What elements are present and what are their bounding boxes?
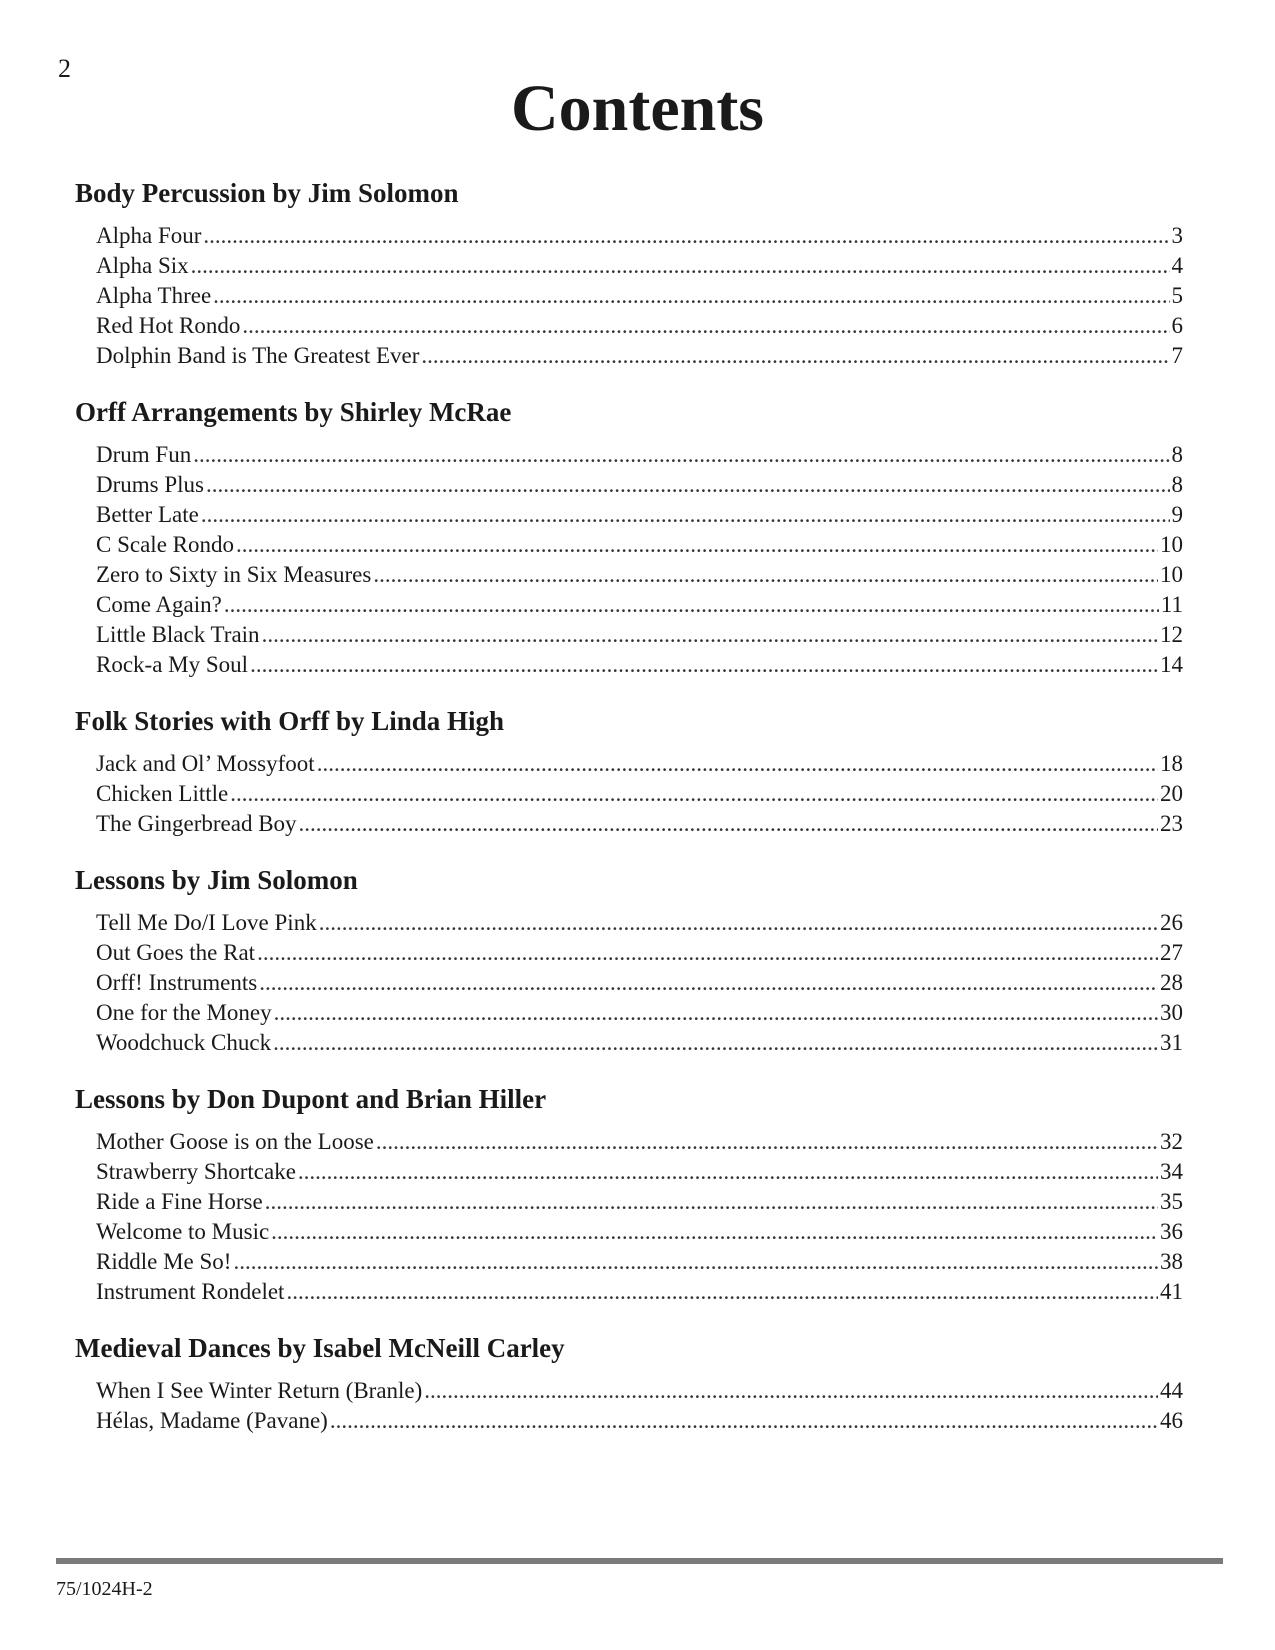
toc-section xyxy=(75,1335,1183,1436)
toc-entry xyxy=(96,998,1183,1028)
dot-leader xyxy=(298,1157,1158,1187)
toc-entry xyxy=(96,779,1183,809)
toc-section xyxy=(75,867,1183,1058)
entry-page-number: 3 xyxy=(1171,223,1183,248)
section-heading: Folk Stories with Orff by Linda High xyxy=(75,706,505,736)
dot-leader xyxy=(274,998,1158,1028)
section-heading: Body Percussion by Jim Solomon xyxy=(75,178,459,208)
entry-title: Drum Fun xyxy=(96,442,192,467)
toc-entry xyxy=(96,908,1183,938)
entry-page-number: 7 xyxy=(1171,343,1183,368)
entry-title: Better Late xyxy=(96,502,199,527)
entry-title: Zero to Sixty in Six Measures xyxy=(96,562,372,587)
entry-title: Dolphin Band is The Greatest Ever xyxy=(96,343,420,368)
entry-title: Woodchuck Chuck xyxy=(96,1030,272,1055)
toc-entry xyxy=(96,749,1183,779)
entry-list xyxy=(75,440,1183,680)
dot-leader xyxy=(262,620,1158,650)
entry-title: Orff! Instruments xyxy=(96,970,258,995)
dot-leader xyxy=(242,311,1169,341)
toc-entry xyxy=(96,341,1183,371)
toc-entry xyxy=(96,620,1183,650)
toc-entry xyxy=(96,500,1183,530)
toc-entry xyxy=(96,650,1183,680)
toc-entry xyxy=(96,560,1183,590)
entry-title: The Gingerbread Boy xyxy=(96,811,297,836)
toc-entry xyxy=(96,590,1183,620)
entry-page-number: 8 xyxy=(1171,472,1183,497)
entry-title: Alpha Six xyxy=(96,253,189,278)
section-heading: Medieval Dances by Isabel McNeill Carley xyxy=(75,1333,565,1363)
entry-title: Instrument Rondelet xyxy=(96,1279,285,1304)
toc-entry xyxy=(96,470,1183,500)
entry-page-number: 4 xyxy=(1171,253,1183,278)
toc-entry xyxy=(96,1187,1183,1217)
footer-code: 75/1024H-2 xyxy=(56,1578,153,1600)
entry-page-number: 30 xyxy=(1160,1000,1183,1025)
toc-entry xyxy=(96,809,1183,839)
toc-entry xyxy=(96,968,1183,998)
entry-title: Drums Plus xyxy=(96,472,204,497)
dot-leader xyxy=(424,1376,1158,1406)
entry-title: Little Black Train xyxy=(96,622,260,647)
toc-entry xyxy=(96,938,1183,968)
entry-title: Come Again? xyxy=(96,592,222,617)
dot-leader xyxy=(193,440,1169,470)
entry-page-number: 20 xyxy=(1160,781,1183,806)
dot-leader xyxy=(319,908,1158,938)
dot-leader xyxy=(259,968,1158,998)
entry-page-number: 28 xyxy=(1160,970,1183,995)
entry-page-number: 41 xyxy=(1160,1279,1183,1304)
entry-list xyxy=(75,221,1183,371)
dot-leader xyxy=(265,1187,1158,1217)
entry-page-number: 14 xyxy=(1160,652,1183,677)
entry-title: Strawberry Shortcake xyxy=(96,1159,296,1184)
toc-section xyxy=(75,399,1183,680)
entry-title: Mother Goose is on the Loose xyxy=(96,1129,374,1154)
toc-section xyxy=(75,180,1183,371)
entry-title: Ride a Fine Horse xyxy=(96,1189,263,1214)
dot-leader xyxy=(271,1217,1158,1247)
dot-leader xyxy=(317,749,1158,779)
dot-leader xyxy=(206,470,1170,500)
entry-list xyxy=(75,1376,1183,1436)
dot-leader xyxy=(203,221,1169,251)
dot-leader xyxy=(421,341,1169,371)
entry-title: C Scale Rondo xyxy=(96,532,234,557)
dot-leader xyxy=(236,530,1158,560)
entry-page-number: 27 xyxy=(1160,940,1183,965)
dot-leader xyxy=(250,650,1158,680)
entry-page-number: 10 xyxy=(1160,532,1183,557)
section-heading: Lessons by Jim Solomon xyxy=(75,865,358,895)
entry-title: Rock-a My Soul xyxy=(96,652,249,677)
footer-divider xyxy=(56,1558,1223,1564)
entry-page-number: 36 xyxy=(1160,1219,1183,1244)
toc-entry xyxy=(96,1247,1183,1277)
dot-leader xyxy=(299,809,1158,839)
toc-entry xyxy=(96,530,1183,560)
entry-page-number: 38 xyxy=(1160,1249,1183,1274)
entry-title: When I See Winter Return (Branle) xyxy=(96,1378,423,1403)
page-title: Contents xyxy=(510,72,764,145)
toc-entry xyxy=(96,221,1183,251)
dot-leader xyxy=(224,590,1159,620)
toc-section xyxy=(75,708,1183,839)
dot-leader xyxy=(373,560,1158,590)
entry-page-number: 23 xyxy=(1160,811,1183,836)
dot-leader xyxy=(230,779,1158,809)
entry-page-number: 5 xyxy=(1171,283,1183,308)
dot-leader xyxy=(330,1406,1158,1436)
toc-entry xyxy=(96,1028,1183,1058)
dot-leader xyxy=(273,1028,1158,1058)
entry-page-number: 46 xyxy=(1160,1408,1183,1433)
entry-page-number: 11 xyxy=(1160,592,1183,617)
dot-leader xyxy=(191,251,1170,281)
entry-page-number: 35 xyxy=(1160,1189,1183,1214)
toc-entry xyxy=(96,1376,1183,1406)
entry-list xyxy=(75,1127,1183,1307)
entry-title: Tell Me Do/I Love Pink xyxy=(96,910,317,935)
dot-leader xyxy=(233,1247,1158,1277)
dot-leader xyxy=(286,1277,1158,1307)
entry-title: Riddle Me So! xyxy=(96,1249,232,1274)
entry-title: Alpha Three xyxy=(96,283,212,308)
entry-page-number: 44 xyxy=(1160,1378,1183,1403)
entry-page-number: 31 xyxy=(1160,1030,1183,1055)
page-number: 2 xyxy=(58,54,71,83)
entry-page-number: 34 xyxy=(1160,1159,1183,1184)
dot-leader xyxy=(213,281,1169,311)
toc-entry xyxy=(96,440,1183,470)
entry-page-number: 18 xyxy=(1160,751,1183,776)
entry-title: Jack and Ol’ Mossyfoot xyxy=(96,751,315,776)
entry-list xyxy=(75,908,1183,1058)
entry-list xyxy=(75,749,1183,839)
dot-leader xyxy=(201,500,1170,530)
entry-page-number: 9 xyxy=(1171,502,1183,527)
toc-entry xyxy=(96,1217,1183,1247)
toc-entry xyxy=(96,311,1183,341)
entry-title: Red Hot Rondo xyxy=(96,313,241,338)
toc-entry xyxy=(96,1277,1183,1307)
dot-leader xyxy=(376,1127,1158,1157)
entry-page-number: 12 xyxy=(1160,622,1183,647)
entry-title: Alpha Four xyxy=(96,223,202,248)
section-heading: Lessons by Don Dupont and Brian Hiller xyxy=(75,1084,547,1114)
toc-entry xyxy=(96,251,1183,281)
entry-page-number: 8 xyxy=(1171,442,1183,467)
toc-section xyxy=(75,1086,1183,1307)
dot-leader xyxy=(257,938,1158,968)
entry-page-number: 6 xyxy=(1171,313,1183,338)
toc-entry xyxy=(96,1127,1183,1157)
entry-title: One for the Money xyxy=(96,1000,272,1025)
toc-entry xyxy=(96,1406,1183,1436)
entry-page-number: 10 xyxy=(1160,562,1183,587)
section-heading: Orff Arrangements by Shirley McRae xyxy=(75,397,512,427)
entry-title: Welcome to Music xyxy=(96,1219,270,1244)
entry-page-number: 32 xyxy=(1160,1129,1183,1154)
entry-title: Chicken Little xyxy=(96,781,229,806)
toc-entry xyxy=(96,1157,1183,1187)
entry-page-number: 26 xyxy=(1160,910,1183,935)
toc-entry xyxy=(96,281,1183,311)
entry-title: Out Goes the Rat xyxy=(96,940,256,965)
table-of-contents xyxy=(75,180,1183,1464)
entry-title: Hélas, Madame (Pavane) xyxy=(96,1408,328,1433)
